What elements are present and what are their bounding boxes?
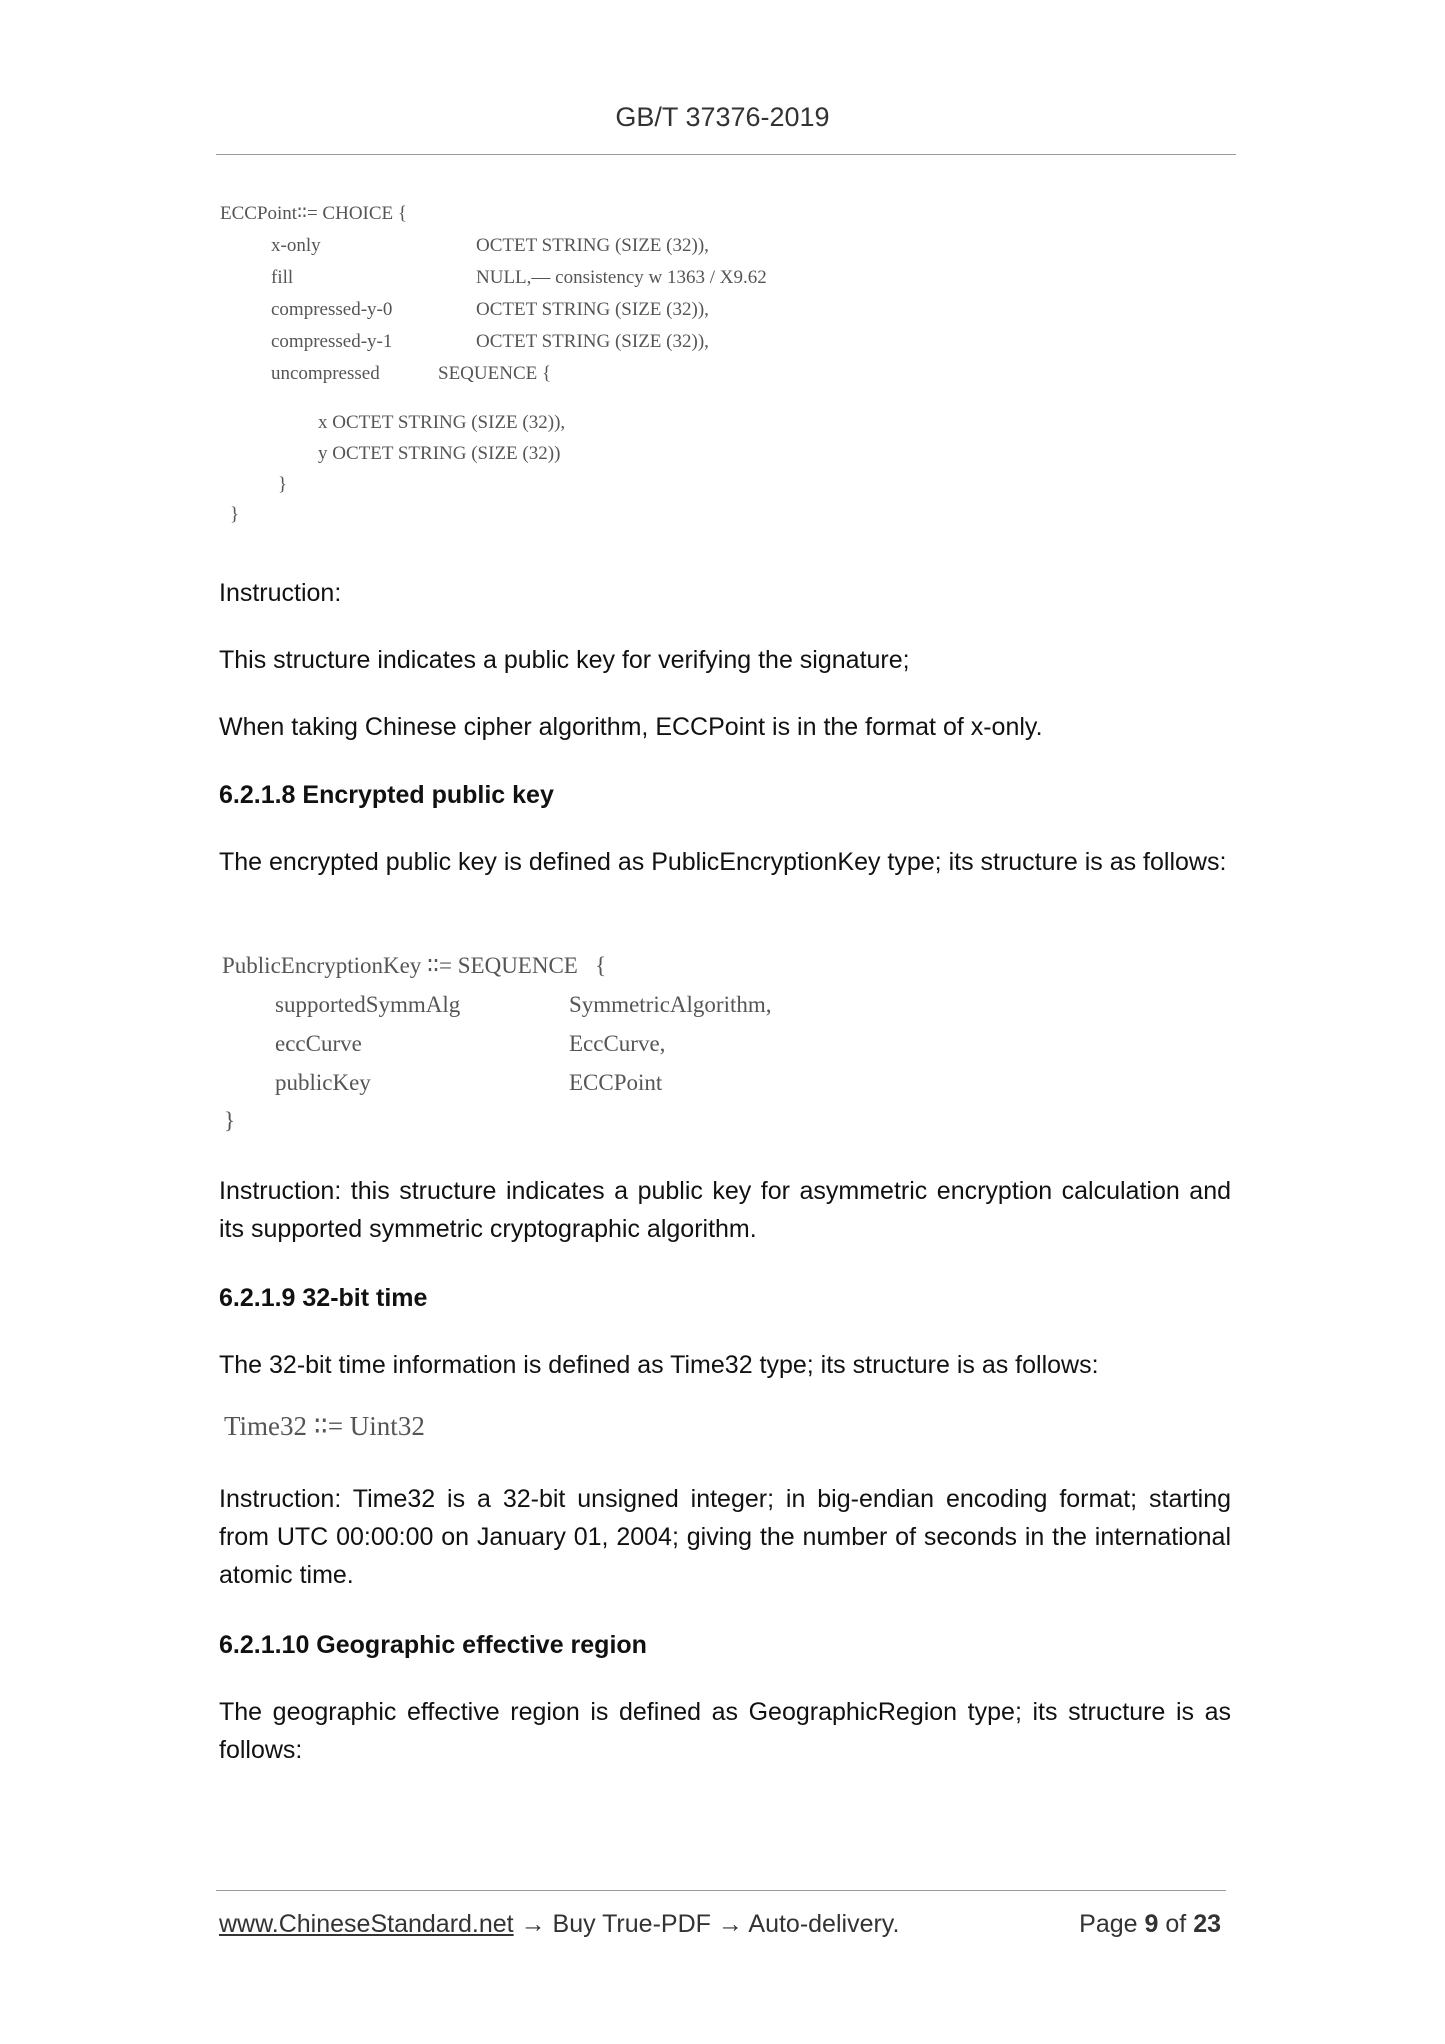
page-footer: [219, 1910, 1229, 1939]
section-heading-6-2-1-10: 6.2.1.10 Geographic effective region: [219, 1631, 647, 1659]
section-heading-6-2-1-8: 6.2.1.8 Encrypted public key: [219, 781, 554, 809]
code-field-name: uncompressed: [271, 363, 380, 384]
current-page-number: 9: [1144, 1910, 1159, 1938]
code-field-name: compressed-y-1: [271, 331, 393, 352]
of-word: of: [1165, 1910, 1187, 1938]
instruction-paragraph: Instruction: this structure indicates a public key for asymmetric encryption calculation and its supported symmetric cryptographic algorithm.: [219, 1177, 1231, 1243]
page-number-indicator: [1079, 1910, 1221, 1939]
instruction-paragraph: This structure indicates a public key for verifying the signature;: [219, 646, 910, 674]
code-field-type: ECCPoint: [569, 1070, 663, 1095]
footer-divider: [216, 1890, 1226, 1891]
section-intro-paragraph: The encrypted public key is defined as PublicEncryptionKey type; its structure is as follows:: [219, 848, 1227, 876]
code-field-name: supportedSymmAlg: [275, 992, 461, 1017]
instruction-paragraph: Instruction: Time32 is a 32-bit unsigned integer; in big-endian encoding format; starting from UTC 00:00:00 on January 01, 2004; giving the number of seconds in the international atomic time.: [219, 1485, 1231, 1589]
code-line: x OCTET STRING (SIZE (32)),: [318, 412, 566, 433]
code-closing-brace: }: [224, 1108, 236, 1133]
code-line: PublicEncryptionKey ∶∶= SEQUENCE {: [222, 953, 607, 978]
code-field-type: SymmetricAlgorithm,: [569, 992, 772, 1017]
section-heading-6-2-1-9: 6.2.1.9 32-bit time: [219, 1284, 428, 1312]
document-standard-number: GB/T 37376-2019: [615, 102, 830, 132]
code-closing-brace: }: [230, 504, 240, 525]
section-intro-paragraph: The 32-bit time information is defined as Time32 type; its structure is as follows:: [219, 1351, 1099, 1379]
website-link[interactable]: www.ChineseStandard.net: [219, 1910, 514, 1938]
section-intro-paragraph: The geographic effective region is defined as GeographicRegion type; its structure is as follows:: [219, 1698, 1231, 1764]
code-field-name: x-only: [271, 235, 321, 256]
code-field-type: OCTET STRING (SIZE (32)),: [476, 235, 709, 256]
footer-tagline: → Buy True-PDF → Auto-delivery.: [513, 1910, 900, 1938]
code-line: y OCTET STRING (SIZE (32)): [318, 443, 561, 464]
code-line: ECCPoint∶∶= CHOICE {: [220, 203, 408, 224]
header-divider: [216, 154, 1236, 155]
code-field-name: fill: [271, 267, 294, 288]
code-field-name: compressed-y-0: [271, 299, 393, 320]
instruction-paragraph: When taking Chinese cipher algorithm, ECCPoint is in the format of x-only.: [219, 713, 1043, 741]
code-field-name: eccCurve: [275, 1031, 362, 1056]
total-page-count: 23: [1193, 1910, 1221, 1938]
code-field-type: OCTET STRING (SIZE (32)),: [476, 331, 709, 352]
code-field-type: SEQUENCE {: [438, 363, 552, 384]
code-field-name: publicKey: [275, 1070, 371, 1095]
code-closing-brace: }: [278, 474, 288, 495]
instruction-label: Instruction:: [219, 579, 342, 607]
time32-code-line: Time32 ∶∶= Uint32: [224, 1411, 425, 1441]
page-word: Page: [1079, 1910, 1138, 1938]
code-field-type: OCTET STRING (SIZE (32)),: [476, 299, 709, 320]
code-field-type: NULL,— consistency w 1363 / X9.62: [476, 267, 767, 288]
code-field-type: EccCurve,: [569, 1031, 666, 1056]
